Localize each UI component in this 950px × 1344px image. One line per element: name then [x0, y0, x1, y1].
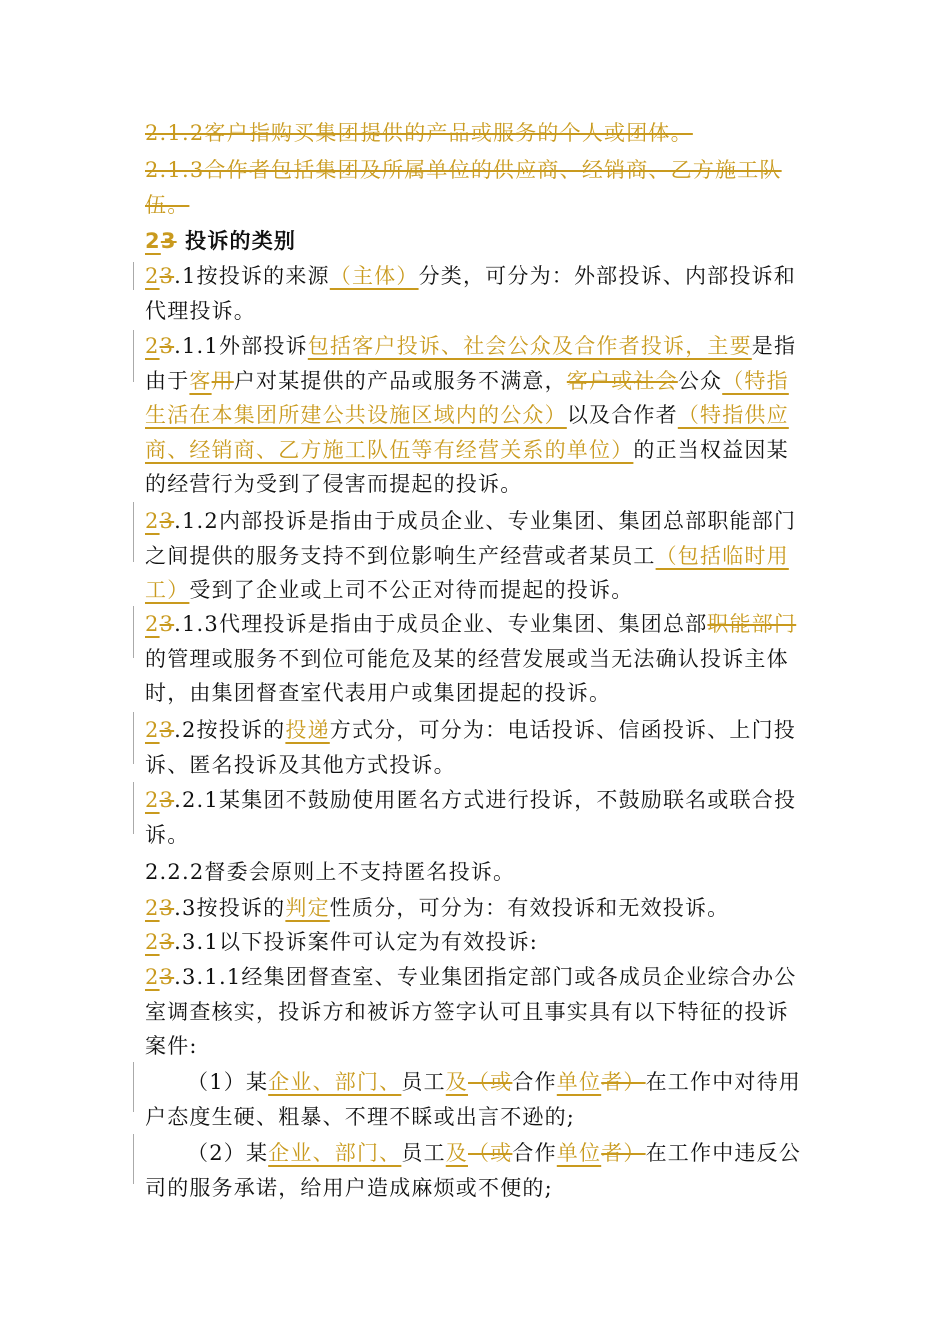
deleted-text: 3	[159, 509, 175, 533]
list-item-2	[145, 1136, 810, 1205]
deleted-text: 3	[160, 229, 177, 253]
text-run: 的正当权益因某的经营行为受到了侵害而提起的投诉。	[145, 437, 789, 496]
text-run: 户对某提供的产品或服务不满意，	[233, 368, 567, 393]
text-run: （2）某	[187, 1141, 269, 1165]
change-bar	[133, 1134, 134, 1184]
text-run: .2按投诉的	[174, 718, 286, 742]
inserted-text: （主体）	[329, 264, 419, 288]
text-run: 2.2.2督委会原则上不支持匿名投诉。	[145, 860, 516, 884]
inserted-text: 及	[445, 1141, 468, 1165]
para-2-1-2	[145, 116, 810, 151]
deleted-text: 3	[159, 612, 175, 636]
text-run: （1）某	[187, 1070, 269, 1094]
text-run: 在工作中对待用户态度生硬、粗暴、不理不睬或出言不逊的;	[145, 1070, 802, 1129]
para-2-1-3	[145, 153, 810, 222]
para-2-2	[145, 855, 810, 890]
inserted-text: 2	[145, 229, 161, 253]
inserted-text: 2	[145, 896, 160, 920]
para-3	[145, 891, 810, 926]
para-1-2	[145, 504, 810, 608]
para-2-1	[145, 783, 810, 852]
text-run: 公众	[677, 368, 723, 393]
inserted-text: （特指供应商、经销商、乙方施工队伍等有经营关系的单位）	[145, 403, 789, 462]
change-bar	[133, 330, 134, 382]
deleted-text: （或	[467, 1141, 513, 1165]
deleted-text: 客户或社会	[566, 368, 678, 393]
inserted-text: 包括客户投诉、社会公众及合作者投诉，主要	[307, 334, 752, 358]
text-run: .1.1外部投诉	[174, 334, 308, 358]
para-1-3	[145, 607, 810, 711]
inserted-text: 2	[145, 965, 160, 989]
change-bar	[133, 1062, 134, 1112]
para-2	[145, 713, 810, 782]
text-run: 的管理或服务不到位可能危及某的经营发展或当无法确认投诉主体时，由集团督查室代表用户或集团提起的投诉。	[145, 646, 789, 705]
deleted-text: 3	[159, 264, 175, 288]
inserted-text: 2	[145, 718, 160, 742]
text-run: 投诉的类别	[176, 229, 297, 253]
deleted-text: 3	[159, 896, 175, 920]
text-run: .2.1某集团不鼓励使用匿名方式进行投诉，不鼓励联名或联合投诉。	[145, 788, 797, 847]
text-run: 员工	[401, 1070, 446, 1094]
deleted-text: 用	[211, 368, 234, 393]
deleted-text: （或	[467, 1070, 513, 1094]
inserted-text: 企业、部门、	[268, 1141, 402, 1165]
deleted-text: 3	[159, 718, 175, 742]
text-run: .3.1.1经集团督查室、专业集团指定部门或各成员企业综合办公室调查核实，投诉方和被诉方签字认可且事实具有以下特征的投诉案件:	[145, 965, 797, 1058]
deleted-text: 3	[159, 930, 175, 954]
text-run: 性质分，可分为：有效投诉和无效投诉。	[329, 896, 730, 920]
text-run: .3.1以下投诉案件可认定为有效投诉:	[174, 930, 539, 954]
inserted-text: 2	[145, 334, 160, 358]
deleted-text: 2.1.2客户指购买集团提供的产品或服务的个人或团体。	[145, 121, 693, 145]
text-run: .1.3代理投诉是指由于成员企业、专业集团、集团总部	[174, 612, 708, 636]
text-run: 是指由于	[145, 334, 797, 393]
text-run: 以及合作者	[566, 403, 678, 427]
change-bar	[133, 782, 134, 834]
inserted-text: 2	[145, 788, 160, 812]
inserted-text: 2	[145, 930, 160, 954]
change-bar	[133, 262, 134, 290]
deleted-text: 3	[159, 965, 175, 989]
deleted-text: 者）	[601, 1141, 646, 1165]
section-heading	[145, 224, 810, 259]
text-run: .1按投诉的来源	[174, 264, 330, 288]
change-bar	[133, 712, 134, 764]
text-run: 合作	[512, 1141, 557, 1165]
inserted-text: 投递	[285, 718, 330, 742]
inserted-text: 及	[445, 1070, 468, 1094]
list-item-1	[145, 1065, 810, 1134]
para-3-1-1	[145, 960, 810, 1064]
inserted-text: 判定	[285, 896, 330, 920]
para-1-1	[145, 329, 810, 502]
text-run: 分类，可分为：外部投诉、内部投诉和代理投诉。	[145, 264, 796, 323]
inserted-text: 单位	[556, 1070, 602, 1094]
inserted-text: 企业、部门、	[268, 1070, 402, 1094]
text-run: .3按投诉的	[174, 896, 286, 920]
para-3-1	[145, 925, 810, 960]
inserted-text: 2	[145, 612, 160, 636]
change-bar	[133, 606, 134, 658]
text-run: 合作	[512, 1070, 557, 1094]
deleted-text: 3	[159, 788, 175, 812]
text-run: 方式分，可分为：电话投诉、信函投诉、上门投诉、匿名投诉及其他方式投诉。	[145, 718, 796, 777]
para-1	[145, 259, 810, 328]
inserted-text: 单位	[556, 1141, 602, 1165]
change-bar	[133, 502, 134, 562]
inserted-text: （特指生活在本集团所建公共设施区域内的公众）	[145, 368, 789, 427]
inserted-text: （包括临时用工）	[145, 543, 789, 602]
deleted-text: 3	[159, 334, 175, 358]
inserted-text: 2	[145, 264, 160, 288]
inserted-text: 2	[145, 509, 160, 533]
text-run: 在工作中违反公司的服务承诺，给用户造成麻烦或不便的;	[145, 1141, 802, 1200]
deleted-text: 2.1.3合作者包括集团及所属单位的供应商、经销商、乙方施工队伍。	[145, 158, 782, 217]
inserted-text: 客	[189, 368, 212, 393]
text-run: 受到了企业或上司不公正对待而提起的投诉。	[189, 578, 634, 602]
text-run: 员工	[401, 1141, 446, 1165]
deleted-text: 者）	[601, 1070, 646, 1094]
deleted-text: 职能部门	[707, 612, 797, 636]
text-run: .1.2内部投诉是指由于成员企业、专业集团、集团总部职能部门之间提供的服务支持不到位影响生产经营或者某员工	[145, 509, 797, 568]
